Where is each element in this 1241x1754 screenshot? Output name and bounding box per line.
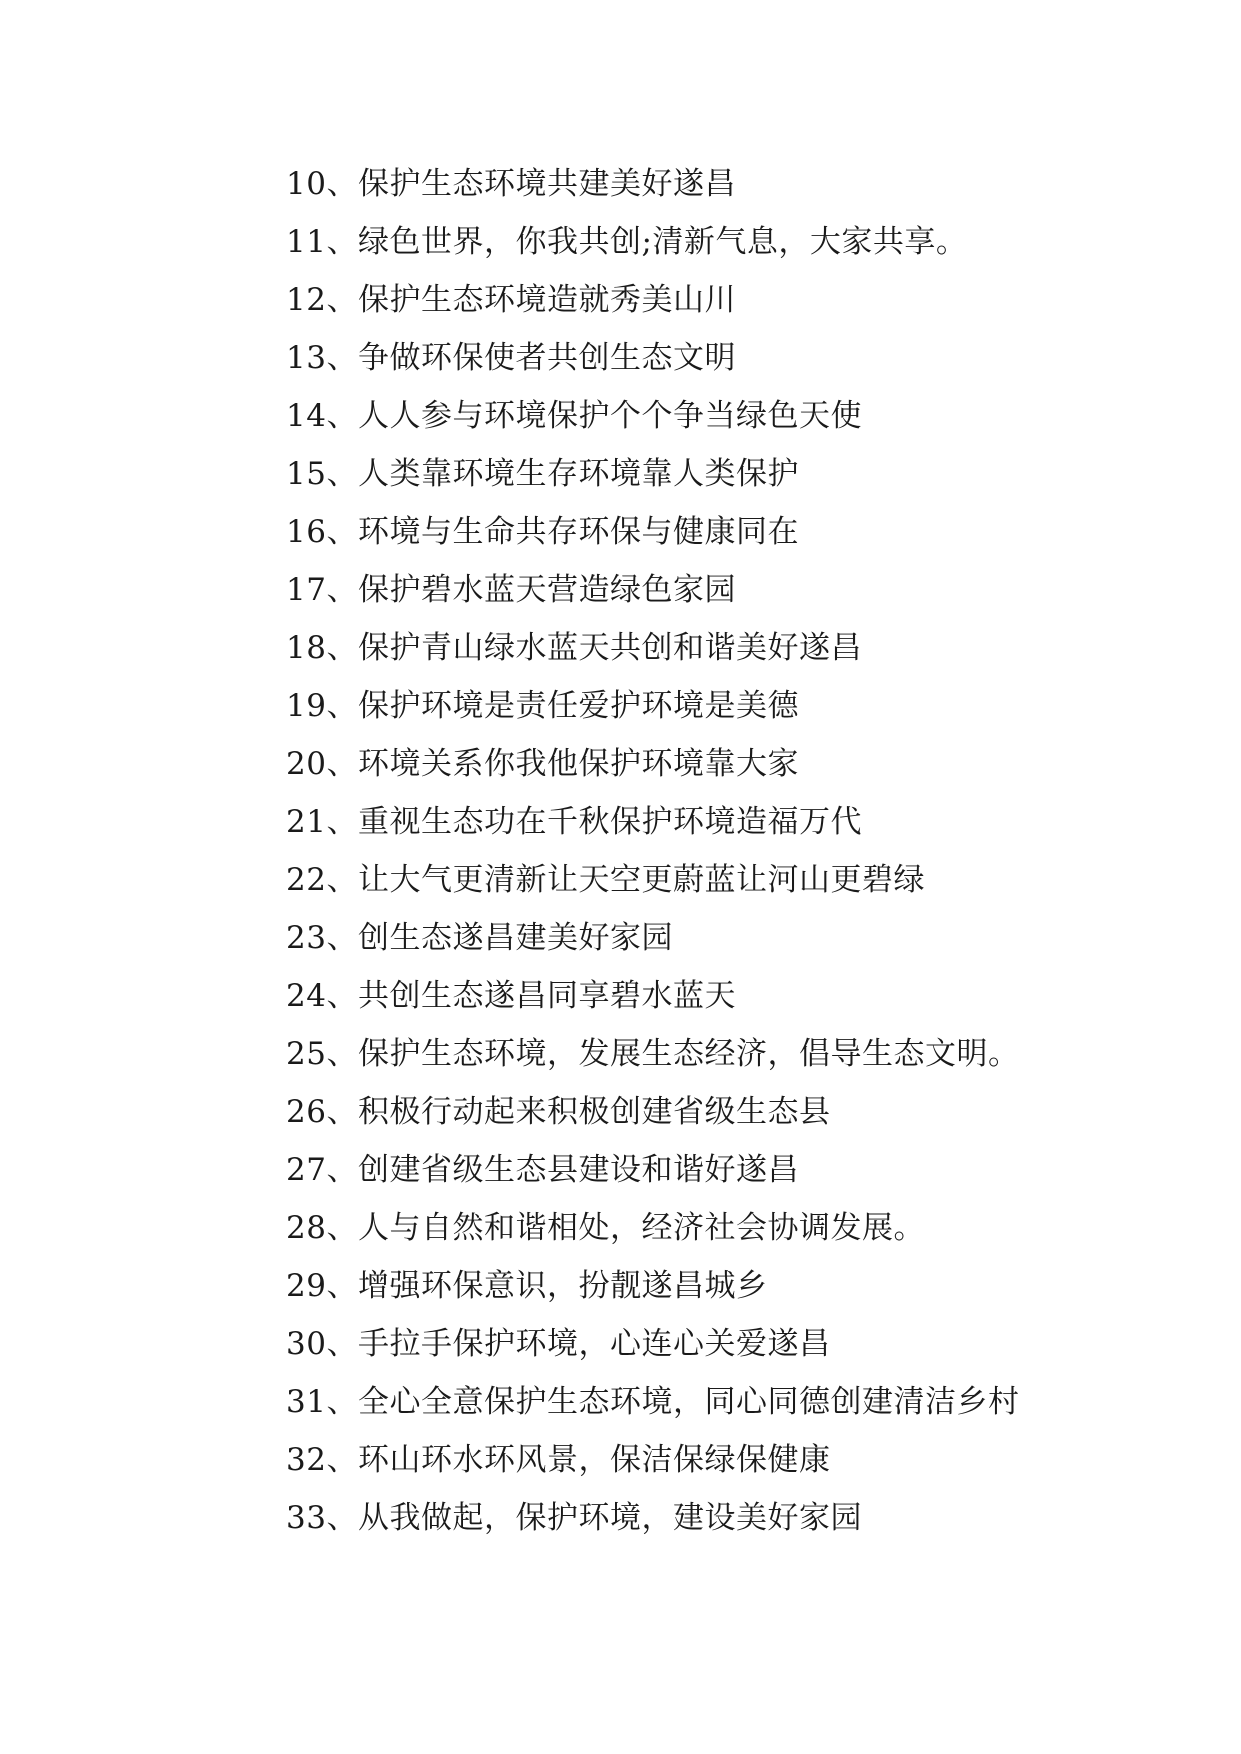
slogan-item (286, 1199, 1019, 1257)
slogan-number: 30、 (286, 1326, 358, 1362)
slogan-number: 24、 (286, 978, 358, 1014)
slogan-text: 增强环保意识，扮靓遂昌城乡 (357, 1268, 768, 1304)
slogan-item (286, 1489, 1019, 1547)
slogan-item (286, 387, 1019, 445)
slogan-item (286, 851, 1019, 909)
slogan-item (286, 677, 1019, 735)
slogan-item (286, 1315, 1019, 1373)
slogan-number: 14、 (286, 398, 358, 434)
slogan-item (286, 271, 1019, 329)
slogan-number: 32、 (286, 1442, 358, 1478)
slogan-number: 20、 (286, 746, 358, 782)
slogan-item (286, 619, 1019, 677)
slogan-item (286, 793, 1019, 851)
slogan-number: 19、 (286, 688, 358, 724)
slogan-number: 33、 (286, 1500, 358, 1536)
slogan-text: 争做环保使者共创生态文明 (357, 340, 736, 376)
slogan-number: 29、 (286, 1268, 358, 1304)
slogan-text: 保护碧水蓝天营造绿色家园 (357, 572, 736, 608)
slogan-item (286, 213, 1019, 271)
slogan-text: 全心全意保护生态环境，同心同德创建清洁乡村 (357, 1384, 1020, 1420)
slogan-text: 创建省级生态县建设和谐好遂昌 (357, 1152, 799, 1188)
slogan-text: 保护生态环境，发展生态经济，倡导生态文明。 (357, 1036, 1020, 1072)
slogan-text: 环山环水环风景，保洁保绿保健康 (357, 1442, 831, 1478)
slogan-text: 人与自然和谐相处，经济社会协调发展。 (357, 1210, 925, 1246)
slogan-text: 人类靠环境生存环境靠人类保护 (357, 456, 799, 492)
slogan-item (286, 1141, 1019, 1199)
slogan-item (286, 1025, 1019, 1083)
slogan-text: 积极行动起来积极创建省级生态县 (357, 1094, 831, 1130)
slogan-number: 16、 (286, 514, 358, 550)
slogan-item (286, 967, 1019, 1025)
slogan-text: 重视生态功在千秋保护环境造福万代 (357, 804, 862, 840)
slogan-number: 28、 (286, 1210, 358, 1246)
slogan-text: 绿色世界，你我共创;清新气息，大家共享。 (357, 224, 968, 260)
slogan-number: 25、 (286, 1036, 358, 1072)
slogan-number: 23、 (286, 920, 358, 956)
slogan-number: 11、 (286, 224, 358, 260)
slogan-text: 创生态遂昌建美好家园 (357, 920, 673, 956)
slogan-number: 10、 (286, 166, 358, 202)
slogan-text: 人人参与环境保护个个争当绿色天使 (357, 398, 862, 434)
slogan-item (286, 1257, 1019, 1315)
slogan-item (286, 503, 1019, 561)
slogan-number: 12、 (286, 282, 358, 318)
slogan-text: 环境关系你我他保护环境靠大家 (357, 746, 799, 782)
slogan-number: 22、 (286, 862, 358, 898)
slogan-number: 26、 (286, 1094, 358, 1130)
slogan-item (286, 735, 1019, 793)
slogan-number: 15、 (286, 456, 358, 492)
slogan-text: 让大气更清新让天空更蔚蓝让河山更碧绿 (357, 862, 925, 898)
slogan-number: 31、 (286, 1384, 358, 1420)
slogan-text: 保护环境是责任爱护环境是美德 (357, 688, 799, 724)
slogan-number: 13、 (286, 340, 358, 376)
slogan-text: 手拉手保护环境，心连心关爱遂昌 (357, 1326, 831, 1362)
slogan-item (286, 909, 1019, 967)
slogan-item (286, 1373, 1019, 1431)
slogan-text: 环境与生命共存环保与健康同在 (357, 514, 799, 550)
slogan-item (286, 445, 1019, 503)
slogan-number: 27、 (286, 1152, 358, 1188)
slogan-item (286, 561, 1019, 619)
slogan-item (286, 329, 1019, 387)
slogan-text: 保护生态环境造就秀美山川 (357, 282, 736, 318)
slogan-number: 18、 (286, 630, 358, 666)
slogan-text: 共创生态遂昌同享碧水蓝天 (357, 978, 736, 1014)
slogan-text: 保护生态环境共建美好遂昌 (357, 166, 736, 202)
slogan-number: 17、 (286, 572, 358, 608)
slogan-item (286, 1083, 1019, 1141)
slogan-text: 从我做起，保护环境，建设美好家园 (357, 1500, 862, 1536)
slogan-item (286, 155, 1019, 213)
slogan-text: 保护青山绿水蓝天共创和谐美好遂昌 (357, 630, 862, 666)
slogan-list (286, 155, 1019, 1547)
slogan-item (286, 1431, 1019, 1489)
slogan-number: 21、 (286, 804, 358, 840)
